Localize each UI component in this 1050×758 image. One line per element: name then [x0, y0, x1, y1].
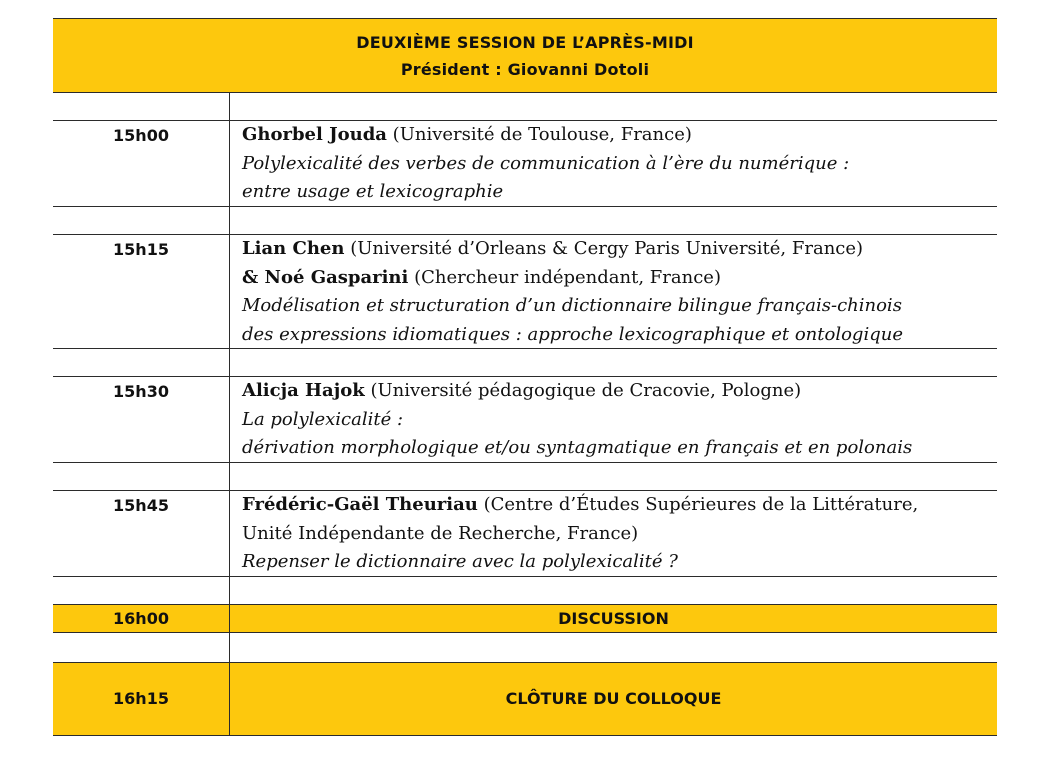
talk-time: 15h45 [113, 496, 169, 515]
speaker-name: Alicja Hajok [242, 380, 365, 401]
speaker-affiliation: (Chercheur indépendant, France) [408, 266, 721, 288]
spacer-row [53, 348, 997, 376]
talk-details [242, 121, 982, 207]
discussion-label: DISCUSSION [558, 609, 669, 628]
talk-details [242, 377, 982, 463]
session-president: Président : Giovanni Dotoli [400, 60, 650, 79]
spacer-row [53, 92, 997, 120]
speaker-affiliation: (Université de Toulouse, France) [386, 124, 692, 145]
speaker-line [242, 491, 982, 520]
speaker-affiliation: (Université d’Orleans & Cergy Paris Université, France) [344, 238, 864, 259]
speaker-affiliation: (Centre d’Études Supérieures de la Littérature, [477, 494, 919, 515]
talk-title-line: La polylexicalité : [242, 408, 404, 430]
talk-time: 15h15 [113, 240, 169, 259]
discussion-row [53, 604, 997, 632]
spacer-row [53, 462, 997, 490]
column-divider [229, 491, 230, 576]
speaker-name: Ghorbel Jouda [242, 124, 387, 145]
column-divider [229, 235, 230, 348]
talk-time: 15h30 [113, 382, 169, 401]
speaker-line [242, 235, 982, 264]
talk-title-line: Modélisation et structuration d’un dictionnaire bilingue français-chinois [242, 295, 902, 316]
closing-label: CLÔTURE DU COLLOQUE [505, 689, 722, 708]
talk-row-2 [53, 234, 997, 348]
speaker-name: & Noé Gasparini [242, 266, 409, 288]
column-divider [229, 377, 230, 462]
talk-row-1 [53, 120, 997, 206]
talk-row-3 [53, 376, 997, 462]
speaker-name: Frédéric-Gaël Theuriau [242, 494, 478, 515]
closing-time: 16h15 [113, 689, 169, 708]
session-header-text [53, 29, 997, 83]
spacer-row [53, 576, 997, 604]
speaker-line [242, 121, 982, 150]
talk-title-line: des expressions idiomatiques : approche lexicographique et ontologique [242, 323, 903, 345]
talk-title-line: Repenser le dictionnaire avec la polylexicalité ? [242, 551, 678, 572]
speaker-line [242, 377, 982, 406]
column-divider [229, 121, 230, 206]
speaker-name: Lian Chen [242, 238, 345, 259]
column-divider [229, 207, 230, 234]
column-divider [229, 463, 230, 490]
session-title: DEUXIÈME SESSION DE L’APRÈS-MIDI [356, 33, 694, 52]
speaker-affiliation: (Université pédagogique de Cracovie, Pologne) [364, 380, 802, 401]
talk-time: 15h00 [113, 126, 169, 145]
program-table [53, 18, 997, 736]
talk-details [242, 491, 982, 577]
column-divider [229, 633, 230, 662]
speaker-line [242, 264, 982, 293]
closing-row [53, 662, 997, 736]
spacer-row [53, 632, 997, 662]
talk-row-4 [53, 490, 997, 576]
talk-title-line: entre usage et lexicographie [242, 181, 504, 202]
spacer-row [53, 206, 997, 234]
column-divider [229, 577, 230, 604]
talk-title-line: Polylexicalité des verbes de communication à l’ère du numérique : [242, 152, 850, 174]
discussion-time: 16h00 [113, 609, 169, 628]
session-header [53, 18, 997, 92]
talk-title-line: dérivation morphologique et/ou syntagmatique en français et en polonais [242, 437, 913, 458]
speaker-affiliation-continued: Unité Indépendante de Recherche, France) [242, 522, 639, 544]
column-divider [229, 93, 230, 120]
talk-details [242, 235, 982, 349]
column-divider [229, 349, 230, 376]
